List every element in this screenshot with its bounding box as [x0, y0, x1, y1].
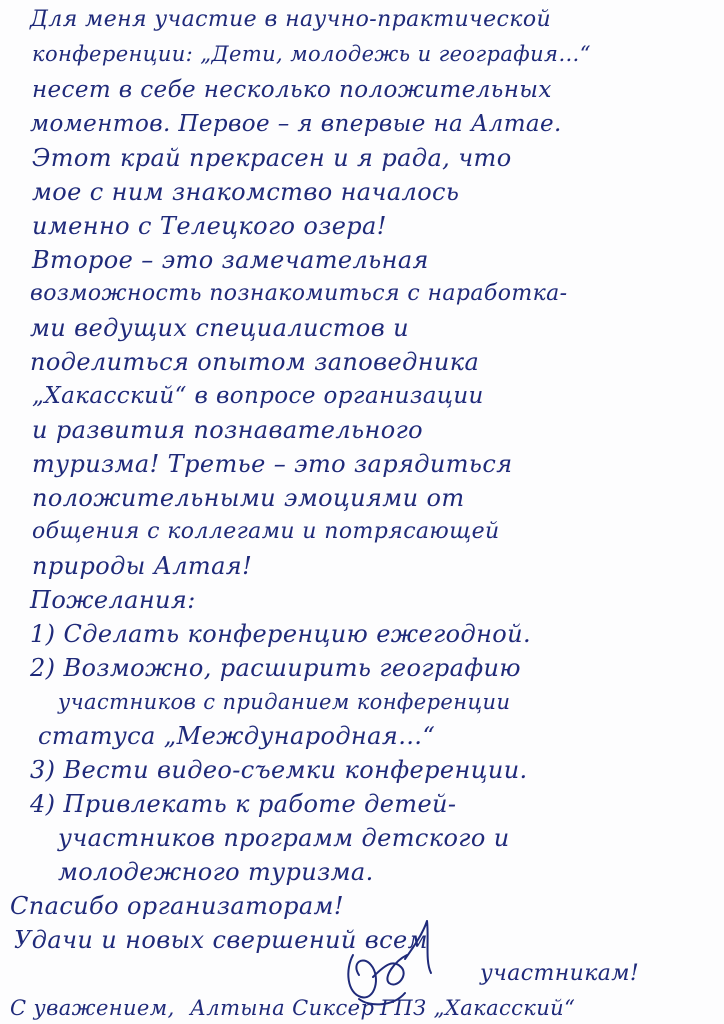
letter-line: моментов. Первое – я впервые на Алтае. [30, 111, 562, 137]
letter-line: несет в себе несколько положительных [32, 77, 552, 103]
letter-line: Для меня участие в научно-практической [30, 7, 552, 32]
letter-line: участников с приданием конференции [58, 690, 511, 714]
letter-line: Второе – это замечательная [32, 246, 429, 274]
letter-line: природы Алтая! [32, 552, 253, 580]
letter-line: ми ведущих специалистов и [30, 314, 409, 342]
letter-line: Удачи и новых свершений всем [14, 926, 428, 954]
author-name: Алтына Сиксер [190, 996, 375, 1020]
letter-line: статуса „Международная…“ [38, 722, 436, 750]
letter-line: мое с ним знакомство началось [32, 178, 460, 206]
author-organization: ГПЗ „Хакасский“ [380, 996, 576, 1020]
letter-line: и развития познавательного [32, 416, 423, 444]
letter-line: 2) Возможно, расширить географию [30, 654, 521, 682]
letter-line: „Хакасский“ в вопросе организации [32, 383, 484, 409]
letter-line: Спасибо организаторам! [10, 892, 344, 920]
letter-line: участников программ детского и [58, 824, 510, 852]
handwritten-signature [335, 915, 445, 1010]
letter-line: 1) Сделать конференцию ежегодной. [30, 620, 532, 648]
letter-line: 4) Привлекать к работе детей- [30, 790, 457, 818]
letter-line: поделиться опытом заповедника [30, 348, 480, 376]
letter-line: туризма! Третье – это зарядиться [32, 450, 513, 478]
letter-line: Пожелания: [30, 586, 196, 614]
letter-line: Этот край прекрасен и я рада, что [32, 144, 512, 172]
letter-line: возможность познакомиться с наработка- [30, 281, 568, 306]
letter-line: 3) Вести видео-съемки конференции. [30, 756, 528, 784]
letter-line: именно с Телецкого озера! [32, 212, 387, 240]
letter-line: молодежного туризма. [58, 858, 374, 886]
letter-line: С уважением, [10, 996, 175, 1020]
letter-line: общения с коллегами и потрясающей [32, 519, 500, 544]
letter-line: конференции: „Дети, молодежь и география…“ [32, 42, 591, 66]
letter-line: участникам! [480, 961, 640, 986]
letter-line: положительными эмоциями от [32, 484, 465, 512]
